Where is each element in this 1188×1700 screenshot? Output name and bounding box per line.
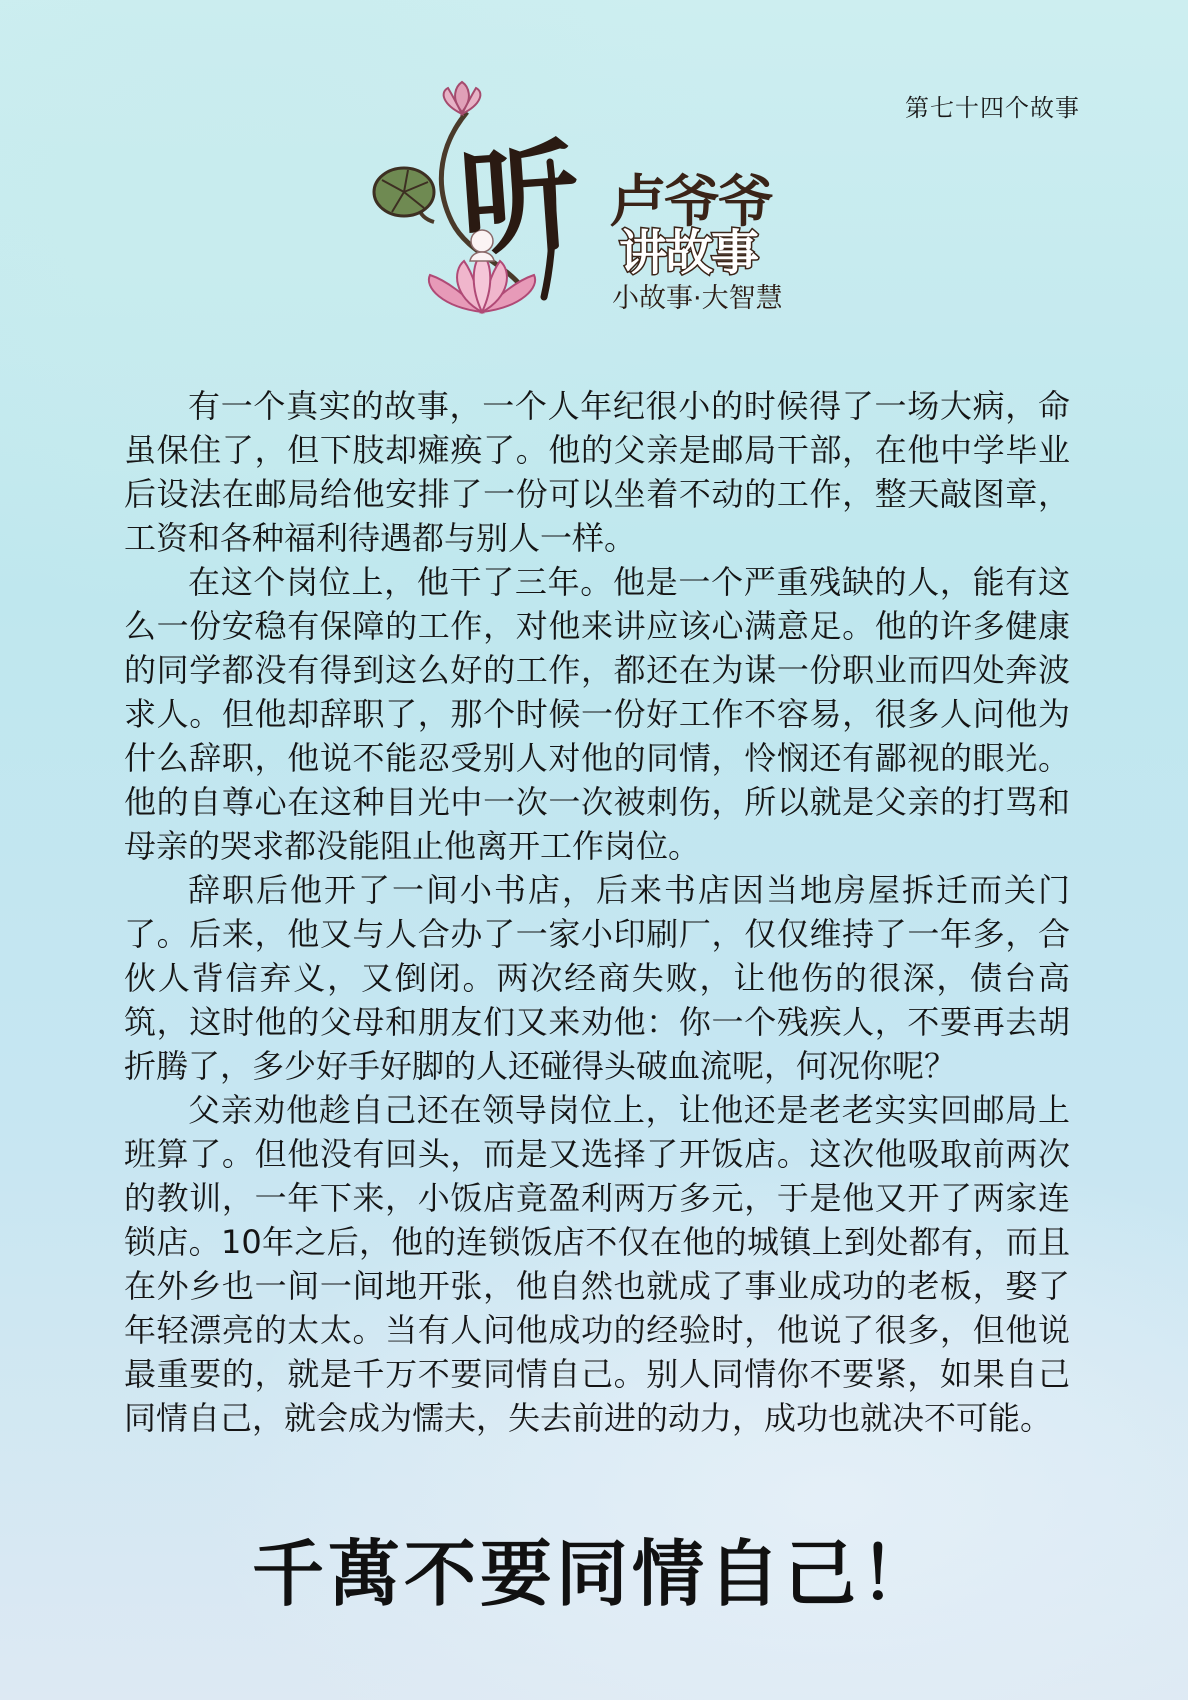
svg-text:听: 听 bbox=[455, 125, 585, 275]
logo-title-line1: 卢爷爷 bbox=[610, 169, 772, 235]
article-paragraph: 辞职后他开了一间小书店，后来书店因当地房屋拆迁而关门了。后来，他又与人合办了一家小印刷厂，仅仅维持了一年多，合伙人背信弃义，又倒闭。两次经商失败，让他伤的很深，债台高筑，这时他的父母和朋友们又来劝他：你一个残疾人，不要再去胡折腾了，多少好手好脚的人还碰得头破血流呢，何况你呢？ bbox=[124, 871, 1070, 1085]
story-number: 第七十四个故事 bbox=[905, 94, 1080, 122]
article-paragraph: 父亲劝他趁自己还在领导岗位上，让他还是老老实实回邮局上班算了。但他没有回头，而是又选择了开饭店。这次他吸取前两次的教训，一年下来，小饭店竟盈利两万多元，于是他又开了两家连锁店。10年之后，他的连锁饭店不仅在他的城镇上到处都有，而且在外乡也一间一间地开张，他自然也就成了事业成功的老板，娶了年轻漂亮的太太。当有人问他成功的经验时，他说了很多，但他说最重要的，就是千万不要同情自己。别人同情你不要紧，如果自己同情自己，就会成为懦夫，失去前进的动力，成功也就决不可能。 bbox=[124, 1091, 1070, 1437]
article-body bbox=[124, 384, 1070, 1440]
logo-slogan: 小故事·大智慧 bbox=[612, 283, 783, 314]
headline: 千萬不要同情自己！ bbox=[251, 1532, 936, 1616]
article-paragraph: 有一个真实的故事，一个人年纪很小的时候得了一场大病，命虽保住了，但下肢却瘫痪了。他的父亲是邮局干部，在他中学毕业后设法在邮局给他安排了一份可以坐着不动的工作，整天敲图章，工资和各种福利待遇都与别人一样。 bbox=[124, 387, 1070, 557]
logo-title-line2: 讲故事 bbox=[619, 225, 758, 281]
article-paragraph: 在这个岗位上，他干了三年。他是一个严重残缺的人，能有这么一份安稳有保障的工作，对他来讲应该心满意足。他的许多健康的同学都没有得到这么好的工作，都还在为谋一份职业而四处奔波求人。但他却辞职了，那个时候一份好工作不容易，很多人问他为什么辞职，他说不能忍受别人对他的同情，怜悯还有鄙视的眼光。他的自尊心在这种目光中一次一次被刺伤，所以就是父亲的打骂和母亲的哭求都没能阻止他离开工作岗位。 bbox=[124, 563, 1070, 865]
logo bbox=[372, 72, 832, 334]
